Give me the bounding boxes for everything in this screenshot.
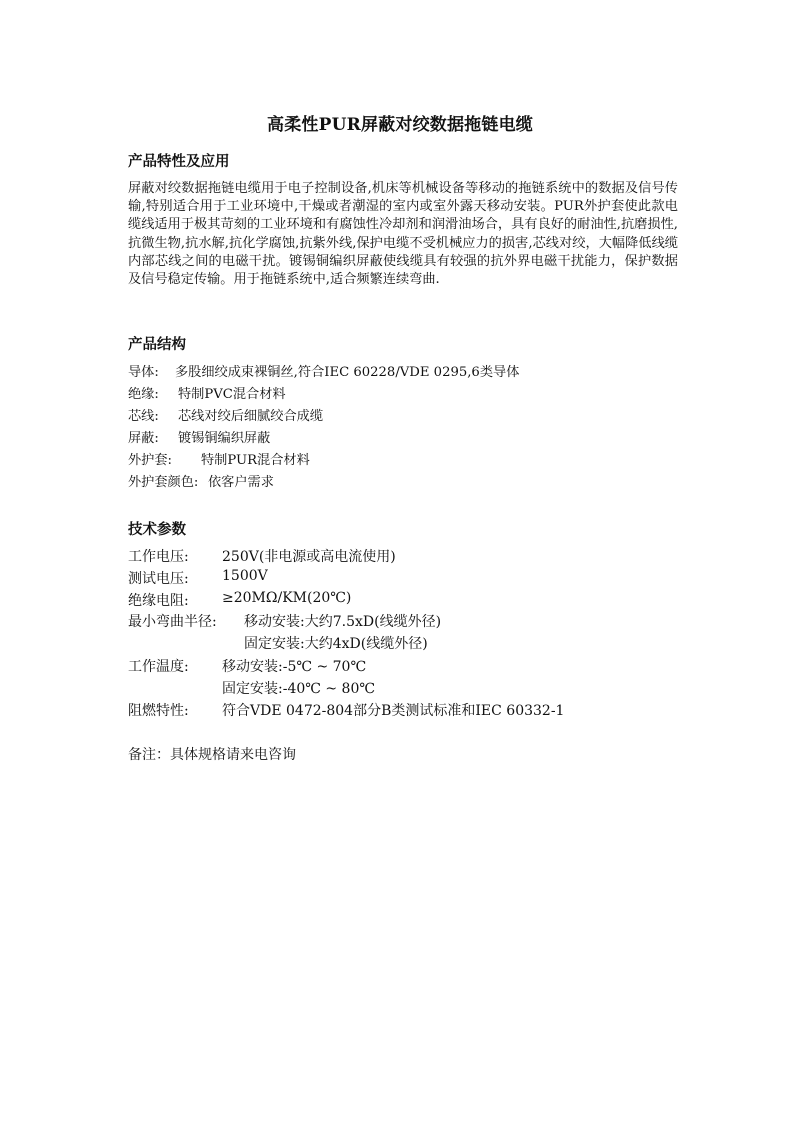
tech-temperature-value-fixed: 固定安装:-40℃ ~ 80℃ xyxy=(222,681,376,697)
structure-label: 外护套颜色: xyxy=(128,475,199,490)
structure-item-shield xyxy=(128,427,270,446)
structure-value: 依客户需求 xyxy=(208,475,274,490)
structure-value: 芯线对绞后细腻绞合成缆 xyxy=(178,409,324,424)
features-heading: 产品特性及应用 xyxy=(128,154,230,170)
structure-label: 导体: xyxy=(128,365,159,380)
tech-bend-value-mobile: 移动安装:大约7.5xD(线缆外径) xyxy=(244,614,442,630)
tech-test-voltage-label: 测试电压: xyxy=(128,571,189,587)
structure-label: 外护套: xyxy=(128,453,173,468)
structure-value: 多股细绞成束裸铜丝,符合IEC 60228/VDE 0295,6类导体 xyxy=(175,365,520,380)
structure-label: 绝缘: xyxy=(128,387,159,402)
tech-temperature-value-mobile: 移动安装:-5℃ ~ 70℃ xyxy=(222,659,367,675)
structure-label: 屏蔽: xyxy=(128,431,159,446)
tech-voltage-value: 250V(非电源或高电流使用) xyxy=(222,549,396,565)
tech-insulation-value: ≥20MΩ/KM(20℃) xyxy=(222,590,352,606)
tech-temperature-label: 工作温度: xyxy=(128,659,189,675)
tech-bend-label: 最小弯曲半径: xyxy=(128,614,217,630)
structure-value: 镀锡铜编织屏蔽 xyxy=(178,431,271,446)
tech-flame-label: 阻燃特性: xyxy=(128,703,189,719)
structure-heading: 产品结构 xyxy=(128,337,186,353)
tech-bend-value-fixed: 固定安装:大约4xD(线缆外径) xyxy=(244,636,428,652)
tech-test-voltage-value: 1500V xyxy=(222,568,268,584)
structure-label: 芯线: xyxy=(128,409,159,424)
structure-item-conductor xyxy=(128,361,519,380)
structure-value: 特制PUR混合材料 xyxy=(201,453,310,468)
document-title: 高柔性PUR屏蔽对绞数据拖链电缆 xyxy=(267,115,533,135)
structure-item-core xyxy=(128,405,323,424)
note: 备注：具体规格请来电咨询 xyxy=(128,747,296,763)
structure-item-insulation xyxy=(128,383,286,402)
features-paragraph: 屏蔽对绞数据拖链电缆用于电子控制设备,机床等机械设备等移动的拖链系统中的数据及信号传输,特别适合用于工业环境中,干燥或者潮湿的室内或室外露天移动安装。PUR外护套使此款电缆线适用于极其苛刻的工业环境和有腐蚀性冷却剂和润滑油场合，具有良好的耐油性,抗磨损性,抗微生物,抗水解,抗化学腐蚀,抗紫外线,保护电缆不受机械应力的损害,芯线对绞，大幅降低线缆内部芯线之间的电磁干扰。镀锡铜编织屏蔽使线缆具有较强的抗外界电磁干扰能力，保护数据及信号稳定传输。用于拖链系统中,适合频繁连续弯曲. xyxy=(128,181,678,288)
tech-heading: 技术参数 xyxy=(128,522,186,538)
structure-item-jacket xyxy=(128,449,310,468)
structure-item-jacket-color xyxy=(128,471,274,490)
structure-value: 特制PVC混合材料 xyxy=(178,387,286,402)
tech-flame-value: 符合VDE 0472-804部分B类测试标准和IEC 60332-1 xyxy=(222,703,565,719)
tech-voltage-label: 工作电压: xyxy=(128,549,189,565)
tech-insulation-label: 绝缘电阻: xyxy=(128,593,189,609)
